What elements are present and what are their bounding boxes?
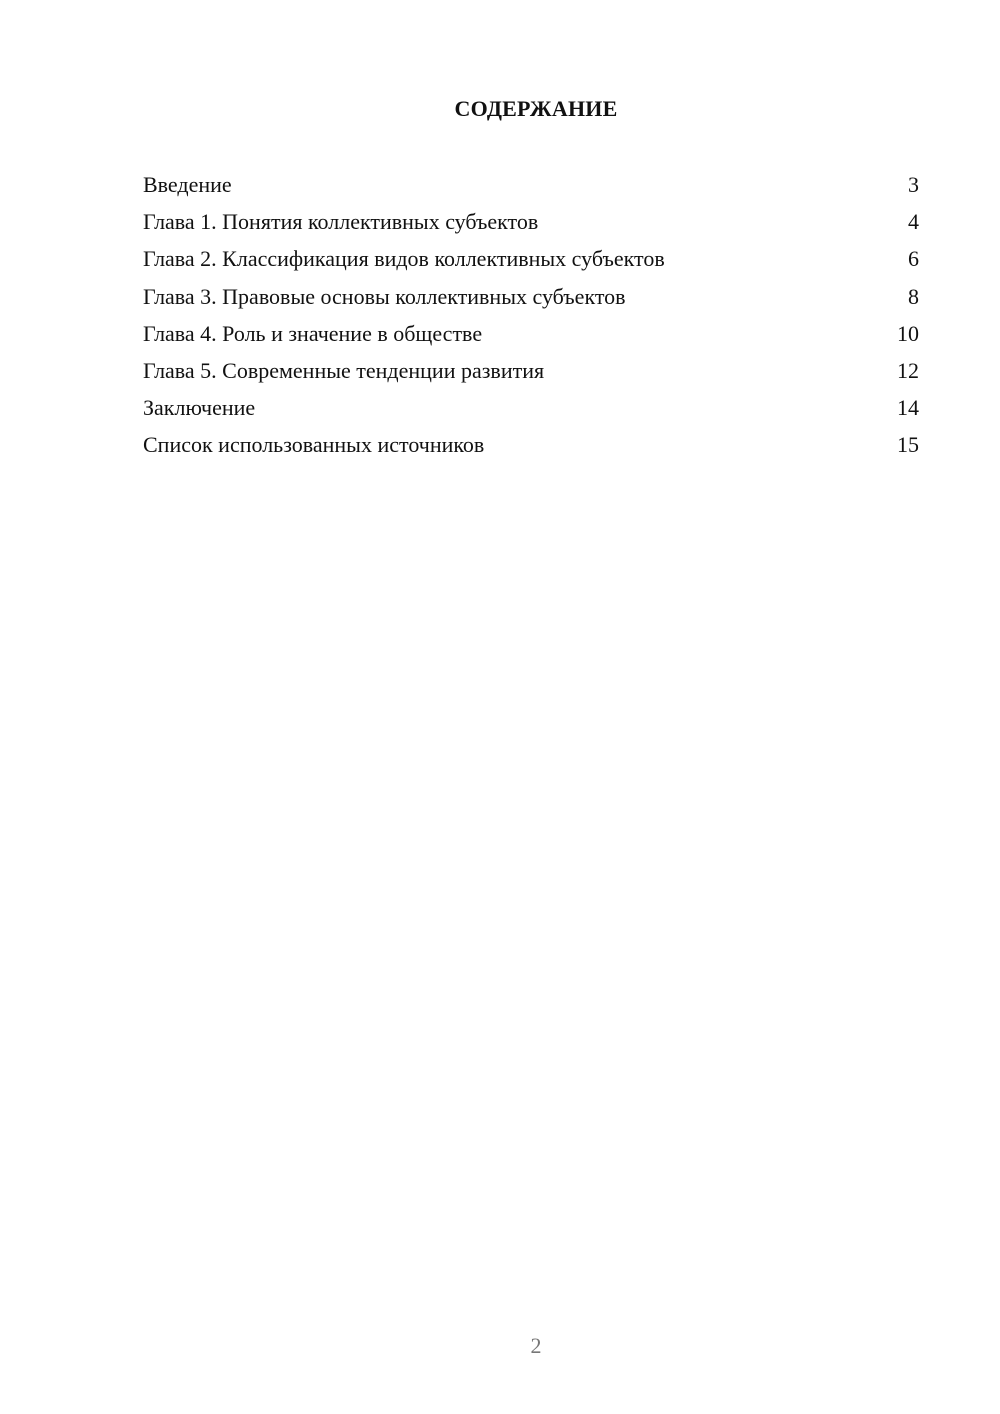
toc-entry-label: Список использованных источников (143, 432, 485, 458)
toc-entry-label: Введение (143, 172, 232, 197)
toc-entry-page-number: 15 (897, 432, 919, 458)
toc-entry-page-number: 12 (897, 357, 919, 383)
toc-entry-introduction (143, 168, 919, 205)
toc-entry-page-number: 6 (908, 246, 919, 272)
table-of-contents (143, 168, 919, 466)
toc-entry-page-number: 3 (908, 172, 919, 197)
toc-entry-chapter-1 (143, 205, 919, 242)
toc-entry-chapter-3 (143, 280, 919, 317)
page-number: 2 (530, 1333, 542, 1358)
page-title: СОДЕРЖАНИЕ (454, 96, 618, 121)
toc-entry-label: Глава 4. Роль и значение в обществе (143, 320, 483, 346)
toc-entry-label: Глава 5. Современные тенденции развития (143, 357, 545, 383)
toc-entry-label: Глава 1. Понятия коллективных субъектов (143, 209, 539, 235)
toc-entry-page-number: 14 (897, 395, 919, 421)
toc-entry-page-number: 10 (897, 320, 919, 346)
toc-entry-chapter-4 (143, 317, 919, 354)
toc-entry-conclusion (143, 391, 919, 428)
toc-entry-label: Глава 2. Классификация видов коллективных субъектов (143, 246, 665, 272)
toc-entry-page-number: 4 (908, 209, 919, 235)
toc-entry-label: Глава 3. Правовые основы коллективных субъектов (143, 283, 626, 309)
toc-entry-page-number: 8 (908, 283, 919, 309)
toc-entry-references (143, 428, 919, 465)
toc-entry-label: Заключение (143, 395, 256, 421)
toc-entry-chapter-2 (143, 242, 919, 279)
toc-entry-chapter-5 (143, 354, 919, 391)
